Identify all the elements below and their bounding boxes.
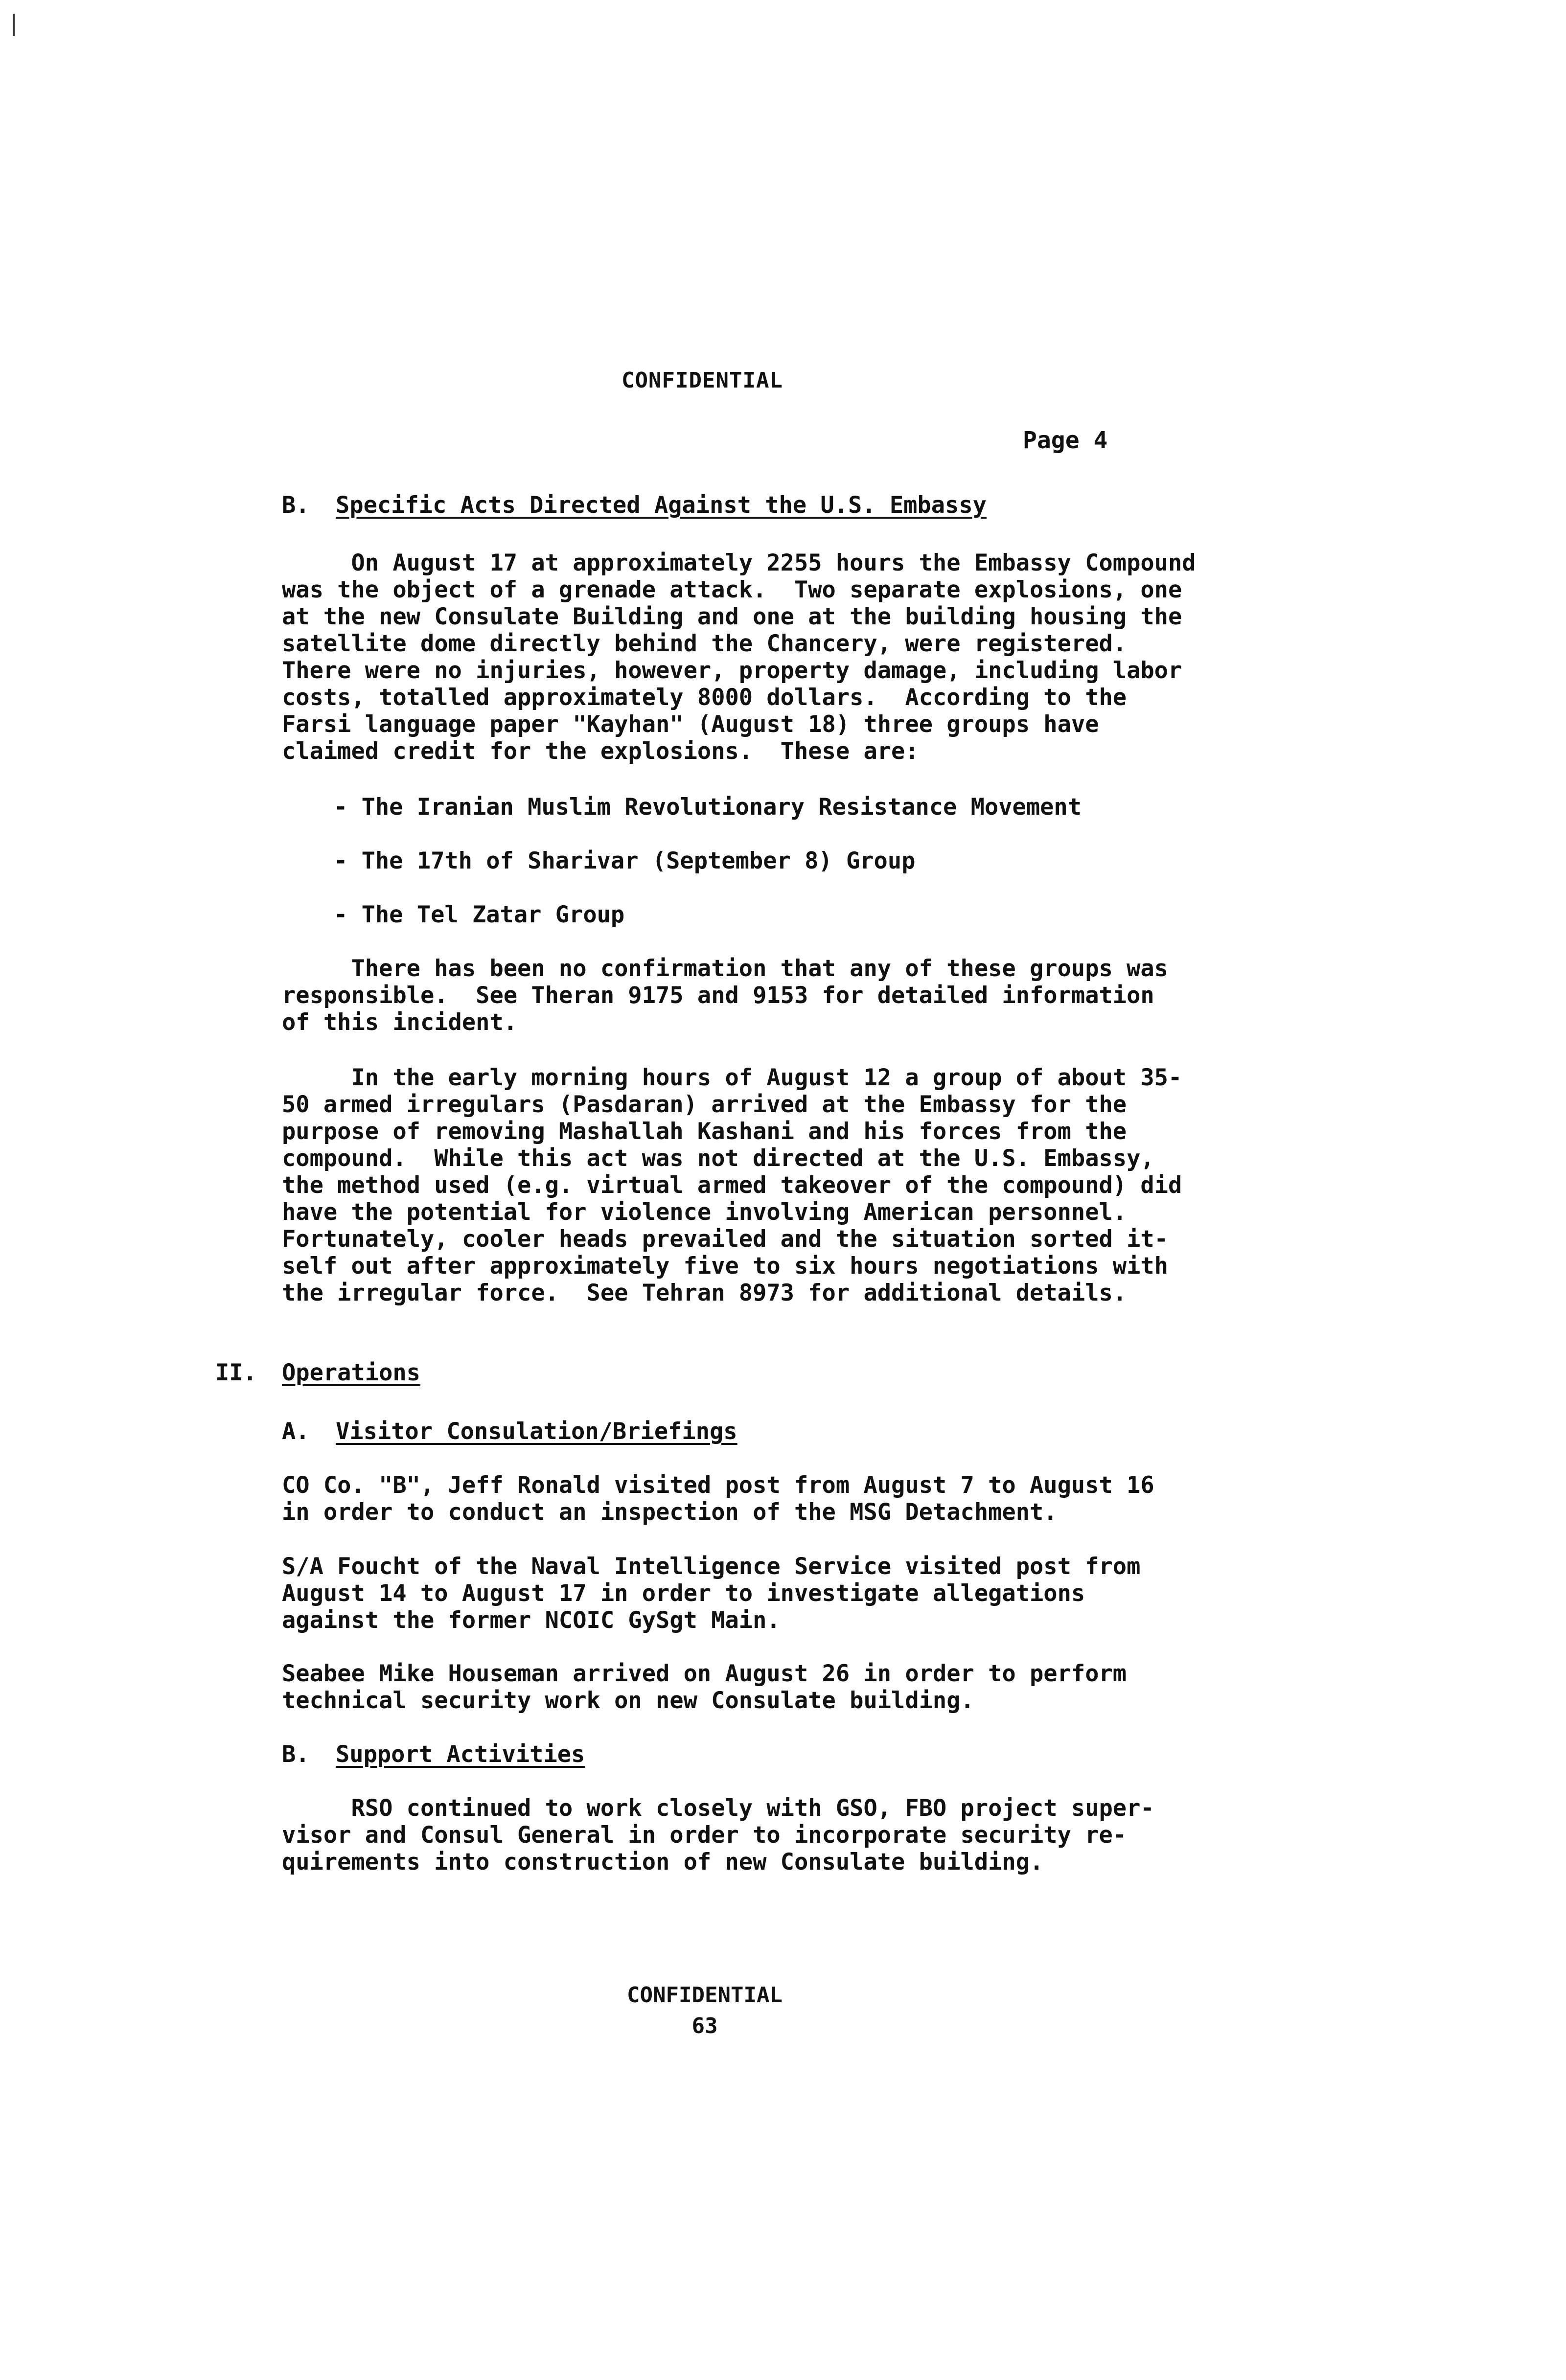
section-b2-paragraph-1 [282,1795,1154,1876]
section-b1-paragraph-1 [282,549,1196,765]
text-line: self out after approximately five to six hours negotiations with [282,1253,1168,1280]
text-line: Seabee Mike Houseman arrived on August 26 in order to perform [282,1660,1127,1687]
text-line: RSO continued to work closely with GSO, FBO project super- [282,1795,1154,1822]
section-ii-title: Operations [282,1359,420,1386]
text-line: quirements into construction of new Consulate building. [282,1849,1044,1876]
text-line: purpose of removing Mashallah Kashani and his forces from the [282,1118,1127,1145]
text-line: There has been no confirmation that any of these groups was [282,955,1168,982]
scan-edge-mark [13,14,15,36]
text-line: S/A Foucht of the Naval Intelligence Service visited post from [282,1553,1141,1580]
text-line: visor and Consul General in order to incorporate security re- [282,1822,1127,1849]
section-b1-label: B. [282,492,310,519]
section-b1-paragraph-2 [282,955,1168,1036]
text-line: claimed credit for the explosions. These are: [282,738,919,765]
text-line: was the object of a grenade attack. Two separate explosions, one [282,576,1182,603]
group-item: - The Tel Zatar Group [334,901,625,928]
text-line: have the potential for violence involving American personnel. [282,1199,1127,1226]
text-line: costs, totalled approximately 8000 dollars. According to the [282,684,1127,711]
header-classification: CONFIDENTIAL [622,368,783,393]
text-line: 50 armed irregulars (Pasdaran) arrived at the Embassy for the [282,1091,1127,1118]
section-a-title: Visitor Consulation/Briefings [336,1418,737,1445]
text-line: In the early morning hours of August 12 a group of about 35- [282,1064,1182,1091]
text-line: against the former NCOIC GySgt Main. [282,1607,781,1634]
group-item: - The 17th of Sharivar (September 8) Group [334,847,916,874]
section-b2-title: Support Activities [336,1741,585,1768]
text-line: compound. While this act was not directed at the U.S. Embassy, [282,1145,1154,1172]
text-line: technical security work on new Consulate building. [282,1687,974,1714]
footer-classification: CONFIDENTIAL [627,1983,783,2008]
section-b1-paragraph-3 [282,1064,1182,1306]
group-item: - The Iranian Muslim Revolutionary Resistance Movement [334,794,1082,821]
section-a-label: A. [282,1418,310,1445]
section-b2-label: B. [282,1741,310,1768]
text-line: the method used (e.g. virtual armed takeover of the compound) did [282,1172,1182,1199]
section-ii-heading [215,1359,420,1386]
section-b1-title: Specific Acts Directed Against the U.S. Embassy [336,492,987,519]
text-line: the irregular force. See Tehran 8973 for additional details. [282,1280,1127,1306]
text-line: of this incident. [282,1009,518,1036]
text-line: Farsi language paper "Kayhan" (August 18) three groups have [282,711,1099,738]
section-b2-heading [282,1741,585,1768]
text-line: in order to conduct an inspection of the MSG Detachment. [282,1499,1058,1526]
text-line: There were no injuries, however, property damage, including labor [282,657,1182,684]
text-line: Fortunately, cooler heads prevailed and the situation sorted it- [282,1226,1168,1253]
footer-page-number: 63 [691,2014,718,2038]
section-a-heading [282,1418,737,1445]
text-line: at the new Consulate Building and one at the building housing the [282,603,1182,630]
section-ii-label: II. [215,1359,257,1386]
text-line: responsible. See Theran 9175 and 9153 for detailed information [282,982,1154,1009]
text-line: August 14 to August 17 in order to investigate allegations [282,1580,1085,1607]
text-line: CO Co. "B", Jeff Ronald visited post from August 7 to August 16 [282,1472,1154,1499]
text-line: On August 17 at approximately 2255 hours the Embassy Compound [282,549,1196,576]
section-a-paragraph-1 [282,1472,1154,1526]
page-label: Page 4 [1023,427,1108,454]
section-b1-heading [282,492,987,519]
text-line: satellite dome directly behind the Chancery, were registered. [282,630,1127,657]
section-a-paragraph-2 [282,1553,1140,1634]
section-a-paragraph-3 [282,1660,1127,1714]
